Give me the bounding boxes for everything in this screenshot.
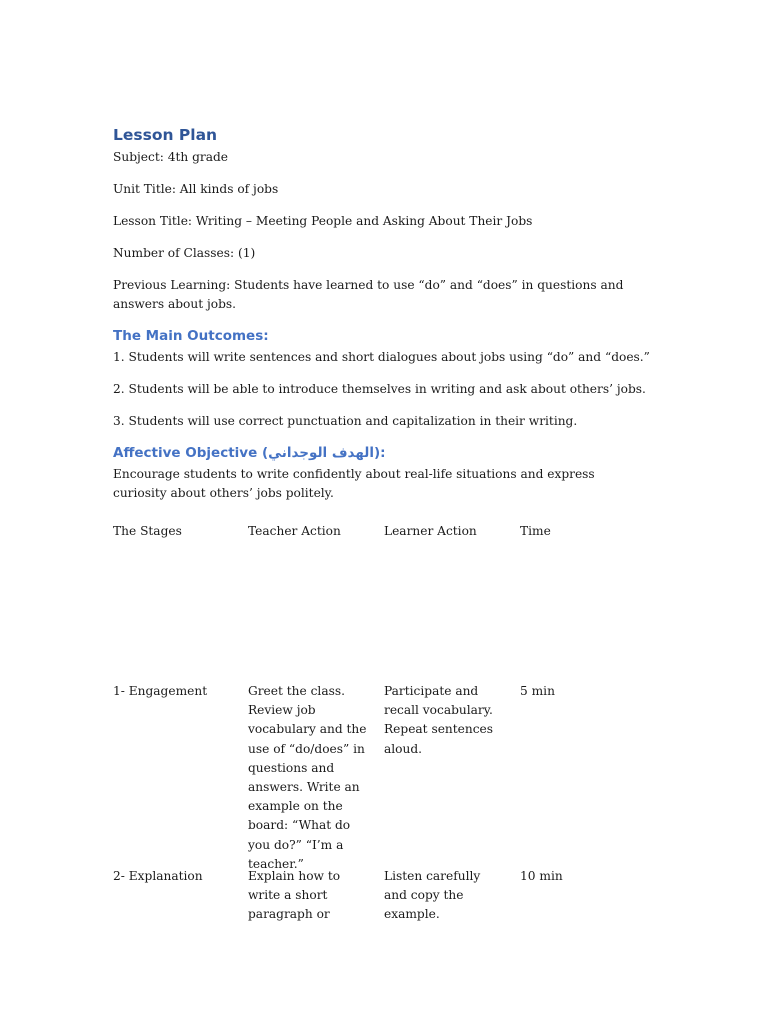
outcomes-heading: The Main Outcomes: [113, 328, 269, 344]
previous-learning-paragraph: Previous Learning: Students have learned to use “do” and “does” in questions and answers about jobs. [113, 278, 624, 311]
subject-line: Subject: 4th grade [113, 150, 228, 164]
number-of-classes-line: Number of Classes: (1) [113, 246, 256, 260]
outcome-item-2: 2. Students will be able to introduce themselves in writing and ask about others’ jobs. [113, 382, 646, 396]
table-header-stages: The Stages [113, 524, 182, 538]
affective-heading: Affective Objective (الهدف الوجداني): [113, 445, 386, 461]
table-cell-stage: 1- Engagement [113, 684, 208, 698]
table-cell-stage: 2- Explanation [113, 869, 203, 883]
table-header-learner-action: Learner Action [384, 524, 477, 538]
unit-title-line: Unit Title: All kinds of jobs [113, 182, 279, 196]
outcome-item-1: 1. Students will write sentences and short dialogues about jobs using “do” and “does.” [113, 350, 650, 364]
table-cell-learner-action: Listen carefully and copy the example. [384, 869, 481, 922]
page-title: Lesson Plan [113, 126, 218, 144]
table-cell-learner-action: Participate and recall vocabulary. Repeat sentences aloud. [384, 684, 494, 756]
outcome-item-3: 3. Students will use correct punctuation and capitalization in their writing. [113, 414, 578, 428]
lesson-title-line: Lesson Title: Writing – Meeting People and Asking About Their Jobs [113, 214, 533, 228]
table-cell-time: 10 min [520, 869, 563, 883]
table-cell-teacher-action: Greet the class. Review job vocabulary and the use of “do/does” in questions and answers. Write an example on the board: “What do you do?” “I’m a teacher.” [248, 684, 367, 871]
document-page [113, 124, 653, 503]
affective-paragraph: Encourage students to write confidently about real-life situations and express curiosity about others’ jobs politely. [113, 467, 595, 500]
table-header-time: Time [520, 524, 551, 538]
table-header-teacher-action: Teacher Action [248, 524, 341, 538]
table-cell-time: 5 min [520, 684, 555, 698]
table-cell-teacher-action: Explain how to write a short paragraph or [248, 869, 341, 922]
